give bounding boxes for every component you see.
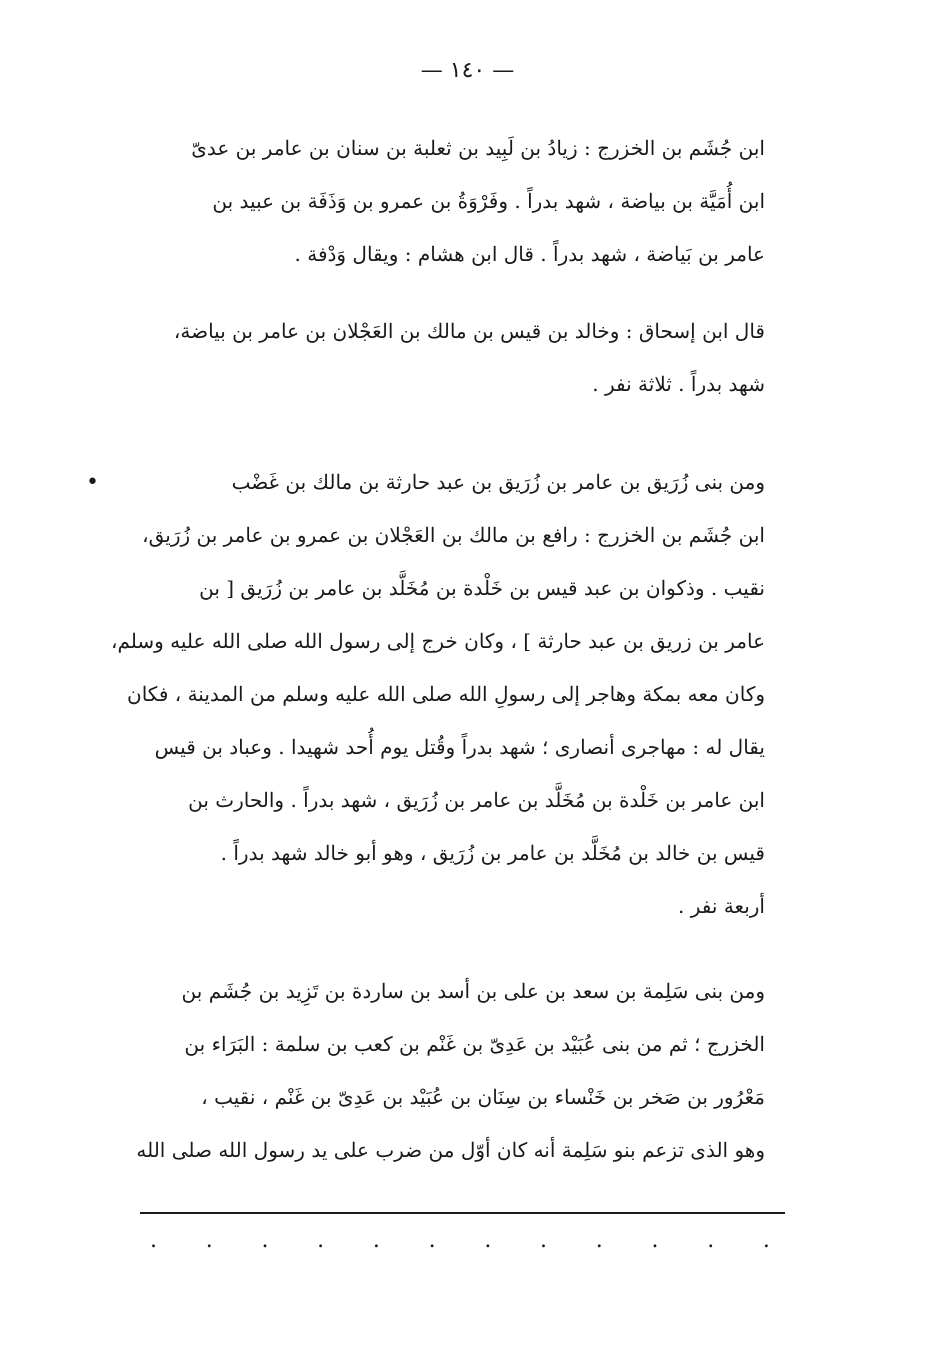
text-line: ابن جُشَم بن الخزرج : زيادُ بن لَبِيد بن ثعلبة بن سنان بن عامر بن عدىّ [191,136,765,160]
text-line: قال ابن إسحاق : وخالد بن قيس بن مالك بن العَجْلان بن عامر بن بياضة، [173,319,765,343]
paragraph-4 [100,965,765,1177]
text-line: ابن جُشَم بن الخزرج : رافع بن مالك بن العَجْلان بن عمرو بن عامر بن زُرَيق، [142,523,765,547]
dot: . [707,1228,715,1253]
text-line: ومن بنى سَلِمة بن سعد بن على بن أسد بن ساردة بن تَزِيد بن جُشَم بن [181,979,765,1003]
dot: . [317,1228,325,1253]
dot: . [150,1228,157,1253]
text-line: نقيب . وذكوان بن عبد قيس بن خَلْدة بن مُخَلَّد بن عامر بن زُرَيق [ بن [199,576,765,600]
text-line: عامر بن زريق بن عبد حارثة ] ، وكان خرج إلى رسول الله صلى الله عليه وسلم، [110,629,765,653]
dot: . [595,1228,603,1253]
text-line: مَعْرُور بن صَخر بن خَنْساء بن سِنَان بن عُبَيْد بن عَدِىّ بن غَنْم ، نقيب ، [201,1085,765,1109]
dot: . [428,1228,436,1253]
margin-dot: • [86,470,99,495]
text-line: عامر بن بَياضة ، شهد بدراً . قال ابن هشام : ويقال وَدْفة . [294,242,765,266]
dot: . [762,1228,770,1253]
paragraph-3 [100,456,765,933]
footnote-rule [140,1212,785,1214]
dot: . [651,1228,659,1253]
paragraph-1 [100,122,765,281]
text-line: الخزرج ؛ ثم من بنى عُبَيْد بن عَدِىّ بن غَنْم بن كعب بن سلمة : البَرَاء بن [184,1032,765,1056]
text-line: أربعة نفر . [678,894,765,918]
dot: . [372,1228,380,1253]
footnote-dots [150,1228,770,1253]
text-line: قيس بن خالد بن مُخَلَّد بن عامر بن زُرَيق ، وهو أبو خالد شهد بدراً . [220,841,765,865]
dot: . [261,1228,269,1253]
paragraph-2 [100,305,765,411]
text-line: ابن أُمَيَّة بن بياضة ، شهد بدراً . وفَرْوَةُ بن عمرو بن وَذَفَة بن عبيد بن [212,189,765,213]
dot: . [484,1228,492,1253]
page-number: — ١٤٠ — [420,58,515,83]
text-line: يقال له : مهاجرى أنصارى ؛ شهد بدراً وقُتل يوم أُحد شهيدا . وعباد بن قيس [154,735,765,759]
text-line: وكان معه بمكة وهاجر إلى رسولِ الله صلى الله عليه وسلم من المدينة ، فكان [127,682,765,706]
dot: . [205,1228,213,1253]
text-line: ومن بنى زُرَيق بن عامر بن زُرَيق بن عبد حارثة بن مالك بن غَضْب [231,470,765,494]
text-line: ابن عامر بن خَلْدة بن مُخَلَّد بن عامر بن زُرَيق ، شهد بدراً . والحارث بن [188,788,765,812]
dot: . [540,1228,548,1253]
text-line: شهد بدراً . ثلاثة نفر . [592,372,765,396]
text-line: وهو الذى تزعم بنو سَلِمة أنه كان أوّل من ضرب على يد رسول الله صلى الله [136,1138,765,1162]
